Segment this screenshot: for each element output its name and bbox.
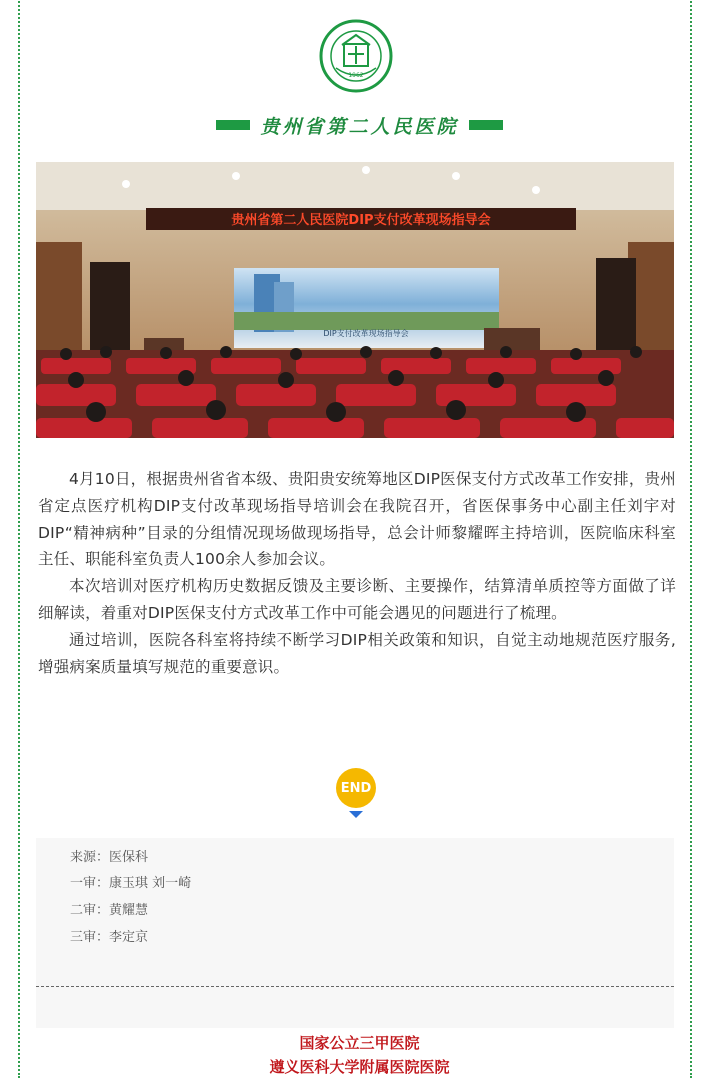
article-paragraph: 本次培训对医疗机构历史数据反馈及主要诊断、主要操作，结算清单质控等方面做了详细解读，着重对DIP医保支付方式改革工作中可能会遇见的问题进行了梳理。 [38, 577, 676, 622]
screen-title: DIP支付改革现场指导会 [323, 329, 409, 338]
hospital-logo [318, 18, 394, 94]
credits-box [36, 838, 674, 1028]
end-arrow-icon [349, 811, 363, 818]
hospital-name-bar [0, 112, 719, 138]
article-paragraph: 4月10日，根据贵州省省本级、贵阳贵安统筹地区DIP医保支付方式改革工作安排，贵州省定点医疗机构DIP支付改革现场指导培训会在我院召开，省医保事务中心副主任刘宇对DIP“精神病种”目录的分组情况现场做现场指导，总会计师黎耀晖主持培训，医院临床科室主任、职能科室负责人100余人参加会议。 [38, 470, 676, 569]
credit-review-3: 三审：李定京 [70, 930, 149, 945]
footer-subtitle: 遵义医科大学附属医院医院 [269, 1058, 450, 1076]
name-bar-left [216, 120, 250, 130]
footer-title: 国家公立三甲医院 [299, 1034, 420, 1052]
banner-text: 贵州省第二人民医院DIP支付改革现场指导会 [231, 213, 491, 228]
article-body [38, 466, 676, 680]
article-paragraph: 通过培训，医院各科室将持续不断学习DIP相关政策和知识，自觉主动地规范医疗服务,增强病案质量填写规范的重要意识。 [38, 630, 676, 676]
credit-source: 来源：医保科 [70, 850, 149, 865]
name-bar-right [469, 120, 503, 130]
logo-year: 1962 [348, 72, 364, 79]
meeting-photo [36, 162, 674, 438]
credit-review-1: 一审：康玉琪 刘一崎 [70, 876, 192, 891]
hospital-name: 贵州省第二人民医院 [260, 115, 459, 138]
credits-divider [36, 986, 674, 987]
credit-review-2: 二审：黄耀慧 [70, 903, 149, 918]
end-badge: END [336, 768, 376, 808]
